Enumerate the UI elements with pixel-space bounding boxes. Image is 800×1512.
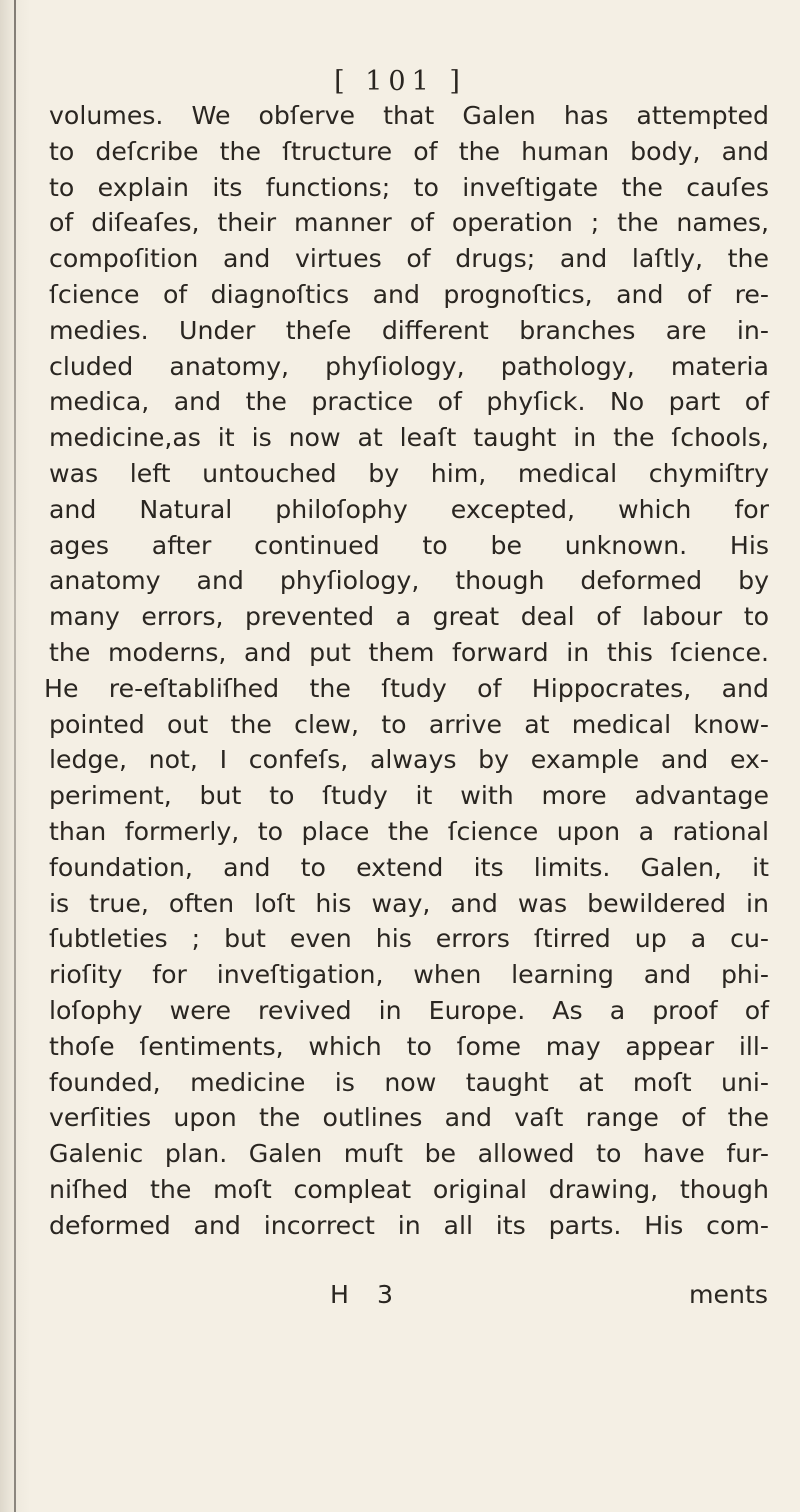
text-line: to deſcribe the ſtructure of the human body, and <box>49 136 769 166</box>
text-line: than formerly, to place the ſcience upon a rational <box>49 816 769 846</box>
text-line: the moderns, and put them forward in this ſcience. <box>49 637 769 667</box>
signature-mark: H 3 <box>330 1280 403 1309</box>
page-footer <box>0 1277 800 1313</box>
text-line: pointed out the clew, to arrive at medical know- <box>49 709 769 739</box>
text-line: ages after continued to be unknown. His <box>49 530 769 560</box>
text-line: medica, and the practice of phyſick. No part of <box>49 387 769 417</box>
text-line: cluded anatomy, phyſiology, pathology, materia <box>49 351 769 381</box>
text-line: was left untouched by him, medical chymiſtry <box>49 458 769 488</box>
text-line: and Natural philoſophy excepted, which for <box>49 494 769 524</box>
text-line: medicine,as it is now at leaſt taught in the ſchools, <box>49 423 769 453</box>
text-line: anatomy and phyſiology, though deformed by <box>49 566 769 596</box>
text-line: periment, but to ſtudy it with more advantage <box>49 781 769 811</box>
catchword: ments <box>689 1280 768 1309</box>
text-line: verſities upon the outlines and vaſt range of the <box>49 1103 769 1133</box>
text-line: Galenic plan. Galen muſt be allowed to have fur- <box>49 1139 769 1169</box>
text-line: founded, medicine is now taught at moſt uni- <box>49 1067 769 1097</box>
text-line: ſcience of diagnoſtics and prognoſtics, and of re- <box>49 279 769 309</box>
text-line: of diſeaſes, their manner of operation ; the names, <box>49 208 769 238</box>
text-line: ledge, not, I confeſs, always by example and ex- <box>49 745 769 775</box>
text-line: He re-eſtabliſhed the ſtudy of Hippocrates, and <box>44 673 769 703</box>
text-line: many errors, prevented a great deal of labour to <box>49 602 769 632</box>
text-line: loſophy were revived in Europe. As a proof of <box>49 995 769 1025</box>
text-line: niſhed the moſt compleat original drawing, though <box>49 1174 769 1204</box>
page-header: [ 101 ] <box>334 66 466 97</box>
text-line: is true, often loſt his way, and was bewildered in <box>49 888 769 918</box>
text-line: ſubtleties ; but even his errors ſtirred up a cu- <box>49 924 769 954</box>
text-line: foundation, and to extend its limits. Galen, it <box>49 852 769 882</box>
text-line: thoſe ſentiments, which to ſome may appear ill- <box>49 1031 769 1061</box>
text-line: to explain its functions; to inveſtigate the cauſes <box>49 172 769 202</box>
text-line: compoſition and virtues of drugs; and laſtly, the <box>49 244 769 274</box>
text-line: medies. Under theſe different branches are in- <box>49 315 769 345</box>
text-line: rioſity for inveſtigation, when learning and phi- <box>49 960 769 990</box>
text-line: volumes. We obſerve that Galen has attempted <box>49 101 769 130</box>
text-line: deformed and incorrect in all its parts. His com- <box>49 1210 769 1240</box>
body-text <box>44 98 769 1244</box>
